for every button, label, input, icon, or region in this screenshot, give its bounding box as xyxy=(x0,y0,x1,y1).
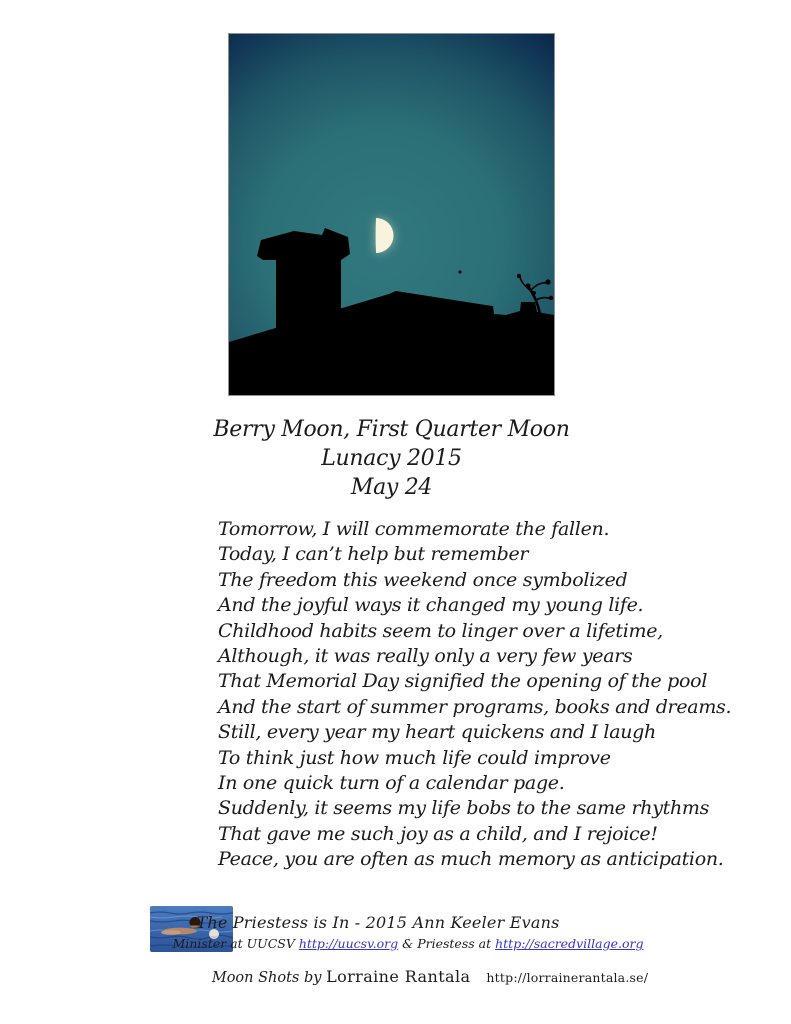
photo-credit-line xyxy=(212,967,648,986)
title-line-series: Lunacy 2015 xyxy=(321,446,462,471)
swimmer-arm-highlight xyxy=(161,930,181,935)
poem xyxy=(218,517,731,873)
photographer-url: http://lorrainerantala.se/ xyxy=(486,970,649,985)
poem-line: And the joyful ways it changed my young life. xyxy=(218,594,644,617)
poem-line: Although, it was really only a very few years xyxy=(218,645,633,668)
credit-prefix: Moon Shots by xyxy=(211,970,327,986)
minister-line xyxy=(173,936,644,951)
poem-line: And the start of summer programs, books and dreams. xyxy=(218,695,732,718)
minister-middle: & Priestess at xyxy=(398,936,496,951)
title-block xyxy=(0,415,783,502)
poem-line: In one quick turn of a calendar page. xyxy=(218,772,565,795)
moon-photo xyxy=(228,33,555,396)
uucsv-link[interactable]: http://uucsv.org xyxy=(298,936,399,951)
poem-line: Tomorrow, I will commemorate the fallen. xyxy=(218,518,610,540)
poem-line: Childhood habits seem to linger over a lifetime, xyxy=(218,619,663,642)
poem-line: Still, every year my heart quickens and I laugh xyxy=(218,721,656,744)
poem-line: The freedom this weekend once symbolized xyxy=(218,568,628,591)
priestess-byline: The Priestess is In - 2015 Ann Keeler Evans xyxy=(196,913,560,932)
poem-line: Today, I can’t help but remember xyxy=(218,543,529,566)
title-line-date: May 24 xyxy=(350,475,433,500)
poem-line: To think just how much life could improve xyxy=(218,746,611,769)
rooftop-silhouette-graphic xyxy=(229,34,554,395)
first-quarter-moon xyxy=(376,218,394,253)
minister-prefix: Minister at UUCSV xyxy=(172,936,299,951)
poem-line: Suddenly, it seems my life bobs to the same rhythms xyxy=(218,797,710,820)
poem-line: Peace, you are often as much memory as anticipation. xyxy=(218,848,724,871)
sky-speck xyxy=(459,271,462,274)
photographer-name: Lorraine Rantala xyxy=(326,967,471,986)
poem-line: That Memorial Day signified the opening of the pool xyxy=(218,670,708,693)
poem-line: That gave me such joy as a child, and I rejoice! xyxy=(218,822,658,845)
sacredvillage-link[interactable]: http://sacredvillage.org xyxy=(495,936,644,951)
title-line-moon-name: Berry Moon, First Quarter Moon xyxy=(213,417,570,442)
